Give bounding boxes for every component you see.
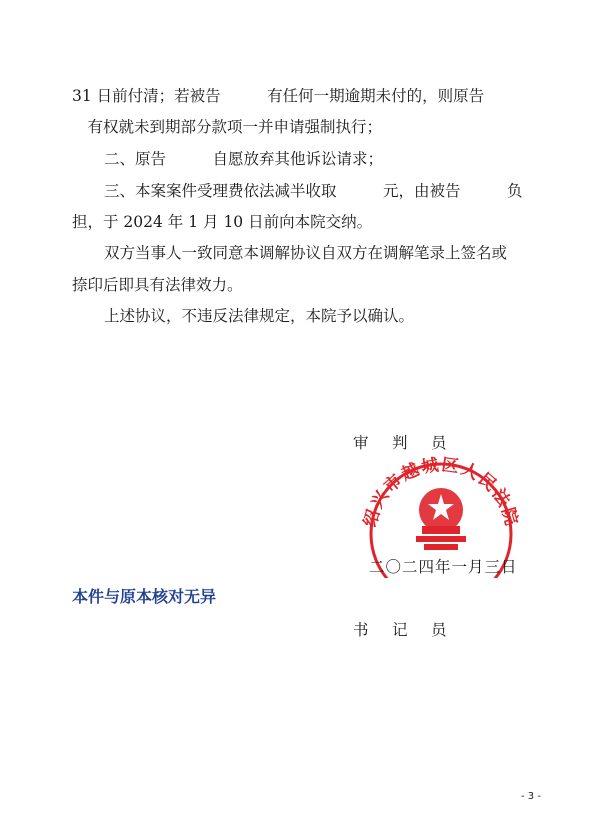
- paragraph-line-7: 捺印后即具有法律效力。: [72, 276, 243, 294]
- paragraph-line-3: 二、原告 自愿放弃其他诉讼请求；: [104, 150, 384, 168]
- paragraph-line-5: 担，于 2024 年 1 月 10 日前向本院交纳。: [72, 213, 373, 231]
- paragraph-line-6: 双方当事人一致同意本调解协议自双方在调解笔录上签名或: [104, 244, 508, 262]
- clerk-label: 书 记 员: [353, 621, 451, 639]
- judgment-date: 二〇二四年一月三日: [369, 558, 518, 576]
- paragraph-line-2: 有权就未到期部分款项一并申请强制执行；: [72, 118, 383, 136]
- page-number: - 3 -: [521, 791, 541, 802]
- seal-text: 绍兴市越城区人民法院: [360, 455, 522, 530]
- judge-label: 审 判 员: [353, 434, 451, 452]
- paragraph-line-8: 上述协议，不违反法律规定，本院予以确认。: [104, 307, 415, 325]
- paragraph-line-4: 三、本案案件受理费依法减半收取 元，由被告 负: [104, 182, 523, 200]
- paragraph-line-1: 31 日前付清；若被告 有任何一期逾期未付的，则原告: [72, 87, 485, 105]
- verification-stamp: 本件与原本核对无异: [72, 587, 217, 606]
